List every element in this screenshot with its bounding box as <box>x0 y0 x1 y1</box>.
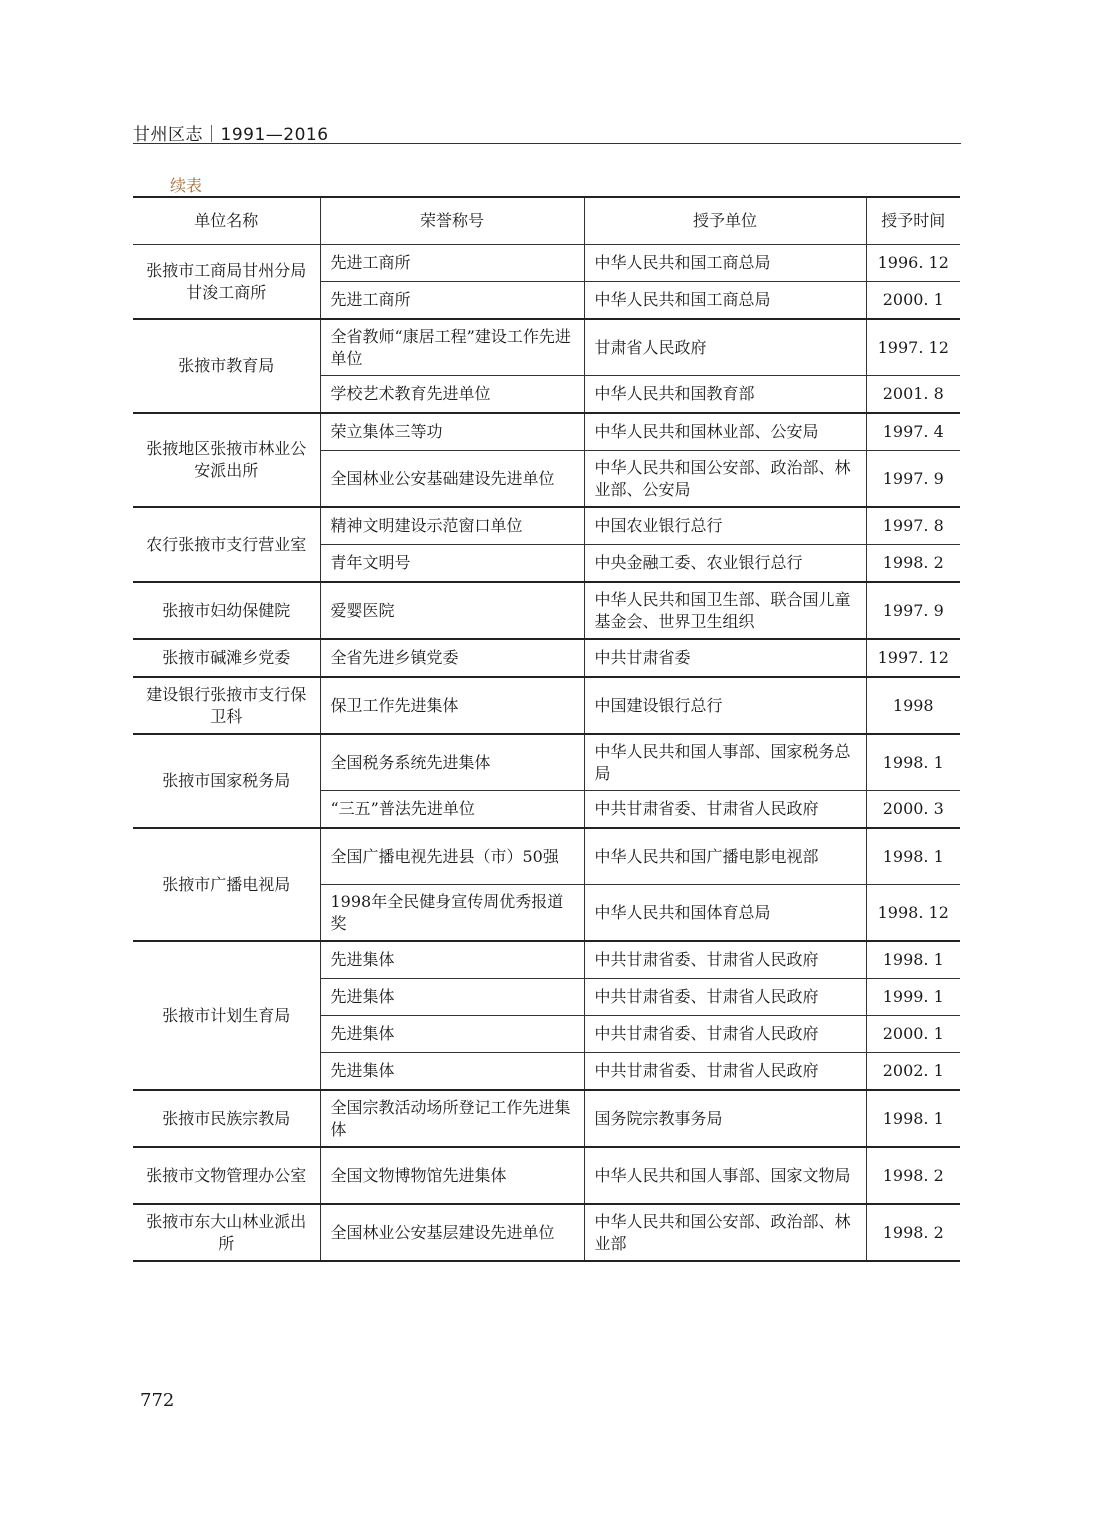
grantor-cell: 中共甘肃省委、甘肃省人民政府 <box>584 979 866 1016</box>
table-row <box>133 639 960 677</box>
column-header-title: 荣誉称号 <box>320 197 584 245</box>
grant-date-cell: 1999. 1 <box>866 979 960 1016</box>
grant-date-cell: 1997. 4 <box>866 413 960 451</box>
unit-name-cell: 张掖市妇幼保健院 <box>133 582 320 639</box>
table-row <box>133 828 960 885</box>
table-row <box>133 582 960 639</box>
grant-date-cell: 1997. 8 <box>866 507 960 545</box>
table-row <box>133 245 960 282</box>
grant-date-cell: 1998 <box>866 677 960 734</box>
grantor-cell: 中华人民共和国公安部、政治部、林业部、公安局 <box>584 451 866 508</box>
grant-date-cell: 1998. 2 <box>866 1147 960 1204</box>
grant-date-cell: 1998. 1 <box>866 1090 960 1147</box>
honor-title-cell: 先进工商所 <box>320 245 584 282</box>
grant-date-cell: 2000. 1 <box>866 282 960 320</box>
grantor-cell: 中华人民共和国工商总局 <box>584 245 866 282</box>
header-rule <box>133 143 961 144</box>
honor-title-cell: 先进集体 <box>320 941 584 979</box>
table-body <box>133 245 960 1262</box>
unit-name-cell: 张掖市碱滩乡党委 <box>133 639 320 677</box>
table-row <box>133 734 960 791</box>
grant-date-cell: 1998. 2 <box>866 1204 960 1261</box>
grantor-cell: 中华人民共和国公安部、政治部、林业部 <box>584 1204 866 1261</box>
grantor-cell: 中华人民共和国人事部、国家税务总局 <box>584 734 866 791</box>
grantor-cell: 中央金融工委、农业银行总行 <box>584 545 866 583</box>
grantor-cell: 中华人民共和国人事部、国家文物局 <box>584 1147 866 1204</box>
grant-date-cell: 1997. 12 <box>866 639 960 677</box>
honor-title-cell: 全国林业公安基层建设先进单位 <box>320 1204 584 1261</box>
grantor-cell: 中华人民共和国教育部 <box>584 376 866 414</box>
grant-date-cell: 2001. 8 <box>866 376 960 414</box>
grant-date-cell: 1996. 12 <box>866 245 960 282</box>
table-row <box>133 677 960 734</box>
table-row <box>133 941 960 979</box>
grant-date-cell: 1997. 9 <box>866 451 960 508</box>
honor-title-cell: 爱婴医院 <box>320 582 584 639</box>
unit-name-cell: 张掖市广播电视局 <box>133 828 320 941</box>
grant-date-cell: 1998. 1 <box>866 734 960 791</box>
unit-name-cell: 张掖市东大山林业派出所 <box>133 1204 320 1261</box>
grantor-cell: 中共甘肃省委、甘肃省人民政府 <box>584 1053 866 1091</box>
grant-date-cell: 1997. 9 <box>866 582 960 639</box>
unit-name-cell: 张掖市国家税务局 <box>133 734 320 828</box>
grantor-cell: 甘肃省人民政府 <box>584 319 866 376</box>
grantor-cell: 中华人民共和国广播电影电视部 <box>584 828 866 885</box>
unit-name-cell: 张掖市民族宗教局 <box>133 1090 320 1147</box>
honor-title-cell: 全国税务系统先进集体 <box>320 734 584 791</box>
honor-title-cell: 荣立集体三等功 <box>320 413 584 451</box>
grantor-cell: 中共甘肃省委、甘肃省人民政府 <box>584 791 866 829</box>
honor-title-cell: 全省先进乡镇党委 <box>320 639 584 677</box>
honor-title-cell: 先进集体 <box>320 1016 584 1053</box>
grant-date-cell: 1998. 1 <box>866 828 960 885</box>
grantor-cell: 中共甘肃省委 <box>584 639 866 677</box>
honor-title-cell: “三五”普法先进单位 <box>320 791 584 829</box>
grantor-cell: 国务院宗教事务局 <box>584 1090 866 1147</box>
table-row <box>133 413 960 451</box>
unit-name-cell: 张掖市文物管理办公室 <box>133 1147 320 1204</box>
column-header-date: 授予时间 <box>866 197 960 245</box>
grant-date-cell: 2000. 3 <box>866 791 960 829</box>
grantor-cell: 中华人民共和国林业部、公安局 <box>584 413 866 451</box>
honor-title-cell: 全国广播电视先进县（市）50强 <box>320 828 584 885</box>
column-header-unit: 单位名称 <box>133 197 320 245</box>
grantor-cell: 中共甘肃省委、甘肃省人民政府 <box>584 941 866 979</box>
grant-date-cell: 2000. 1 <box>866 1016 960 1053</box>
grant-date-cell: 2002. 1 <box>866 1053 960 1091</box>
table-row <box>133 1147 960 1204</box>
grantor-cell: 中华人民共和国工商总局 <box>584 282 866 320</box>
grant-date-cell: 1997. 12 <box>866 319 960 376</box>
continuation-label: 续表 <box>170 176 203 195</box>
honor-title-cell: 保卫工作先进集体 <box>320 677 584 734</box>
table-row <box>133 1090 960 1147</box>
grantor-cell: 中华人民共和国卫生部、联合国儿童基金会、世界卫生组织 <box>584 582 866 639</box>
grantor-cell: 中华人民共和国体育总局 <box>584 885 866 942</box>
unit-name-cell: 农行张掖市支行营业室 <box>133 507 320 582</box>
table-row <box>133 507 960 545</box>
column-header-grantor: 授予单位 <box>584 197 866 245</box>
unit-name-cell: 建设银行张掖市支行保卫科 <box>133 677 320 734</box>
grant-date-cell: 1998. 2 <box>866 545 960 583</box>
table-header-row <box>133 197 960 245</box>
table-row <box>133 319 960 376</box>
honors-table <box>133 196 960 1262</box>
page-number: 772 <box>140 1390 175 1411</box>
honor-title-cell: 精神文明建设示范窗口单位 <box>320 507 584 545</box>
grant-date-cell: 1998. 1 <box>866 941 960 979</box>
grant-date-cell: 1998. 12 <box>866 885 960 942</box>
honor-title-cell: 青年文明号 <box>320 545 584 583</box>
unit-name-cell: 张掖地区张掖市林业公安派出所 <box>133 413 320 507</box>
grantor-cell: 中国农业银行总行 <box>584 507 866 545</box>
honor-title-cell: 全省教师“康居工程”建设工作先进单位 <box>320 319 584 376</box>
grantor-cell: 中国建设银行总行 <box>584 677 866 734</box>
honor-title-cell: 学校艺术教育先进单位 <box>320 376 584 414</box>
honor-title-cell: 1998年全民健身宣传周优秀报道奖 <box>320 885 584 942</box>
honor-title-cell: 先进集体 <box>320 979 584 1016</box>
honor-title-cell: 先进集体 <box>320 1053 584 1091</box>
honor-title-cell: 全国林业公安基础建设先进单位 <box>320 451 584 508</box>
unit-name-cell: 张掖市教育局 <box>133 319 320 413</box>
honor-title-cell: 先进工商所 <box>320 282 584 320</box>
running-title: 甘州区志｜1991—2016 <box>133 125 329 145</box>
honor-title-cell: 全国文物博物馆先进集体 <box>320 1147 584 1204</box>
grantor-cell: 中共甘肃省委、甘肃省人民政府 <box>584 1016 866 1053</box>
honor-title-cell: 全国宗教活动场所登记工作先进集体 <box>320 1090 584 1147</box>
unit-name-cell: 张掖市工商局甘州分局甘浚工商所 <box>133 245 320 320</box>
table-row <box>133 1204 960 1261</box>
unit-name-cell: 张掖市计划生育局 <box>133 941 320 1090</box>
